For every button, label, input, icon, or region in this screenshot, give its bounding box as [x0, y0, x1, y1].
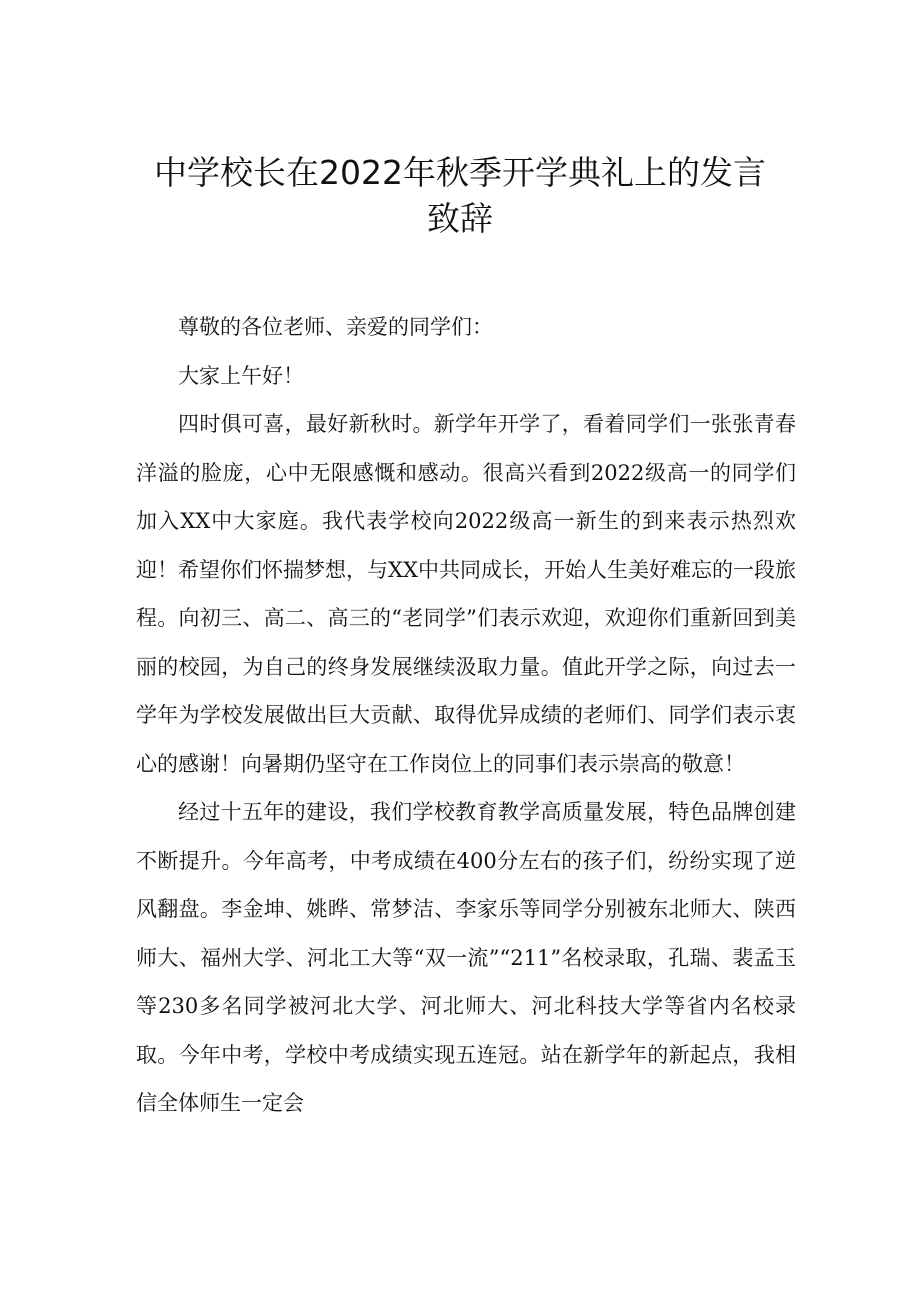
greeting-line: 尊敬的各位老师、亲爱的同学们：: [178, 315, 493, 339]
salutation-line: 大家上午好！: [178, 363, 304, 388]
paragraph-1: 四时俱可喜，最好新秋时。新学年开学了，看着同学们一张张青春洋溢的脸庞，心中无限感慨和感动。很高兴看到2022级高一的同学们加入XX中大家庭。我代表学校向2022级高一新生的到来表示热烈欢迎！希望你们怀揣梦想，与XX中共同成长，开始人生美好难忘的一段旅程。向初三、高二、高三的“老同学”们表示欢迎，欢迎你们重新回到美丽的校园，为自己的终身发展继续汲取力量。值此开学之际，向过去一学年为学校发展做出巨大贡献、取得优异成绩的老师们、同学们表示衷心的感谢！向暑期仍坚守在工作岗位上的同事们表示崇高的敬意！: [136, 412, 796, 776]
document-title: [120, 150, 800, 242]
document-body: [136, 303, 796, 1128]
title-line-1: 中学校长在2022年秋季开学典礼上的发言: [154, 153, 766, 192]
title-line-2: 致辞: [427, 199, 493, 238]
paragraph-2: 经过十五年的建设，我们学校教育教学高质量发展，特色品牌创建不断提升。今年高考，中考成绩在400分左右的孩子们，纷纷实现了逆风翻盘。李金坤、姚晔、常梦洁、李家乐等同学分别被东北师大、陕西师大、福州大学、河北工大等“双一流”“211”名校录取，孔瑞、裴孟玉等230多名同学被河北大学、河北师大、河北科技大学等省内名校录取。今年中考，学校中考成绩实现五连冠。站在新学年的新起点，我相信全体师生一定会: [136, 800, 796, 1115]
